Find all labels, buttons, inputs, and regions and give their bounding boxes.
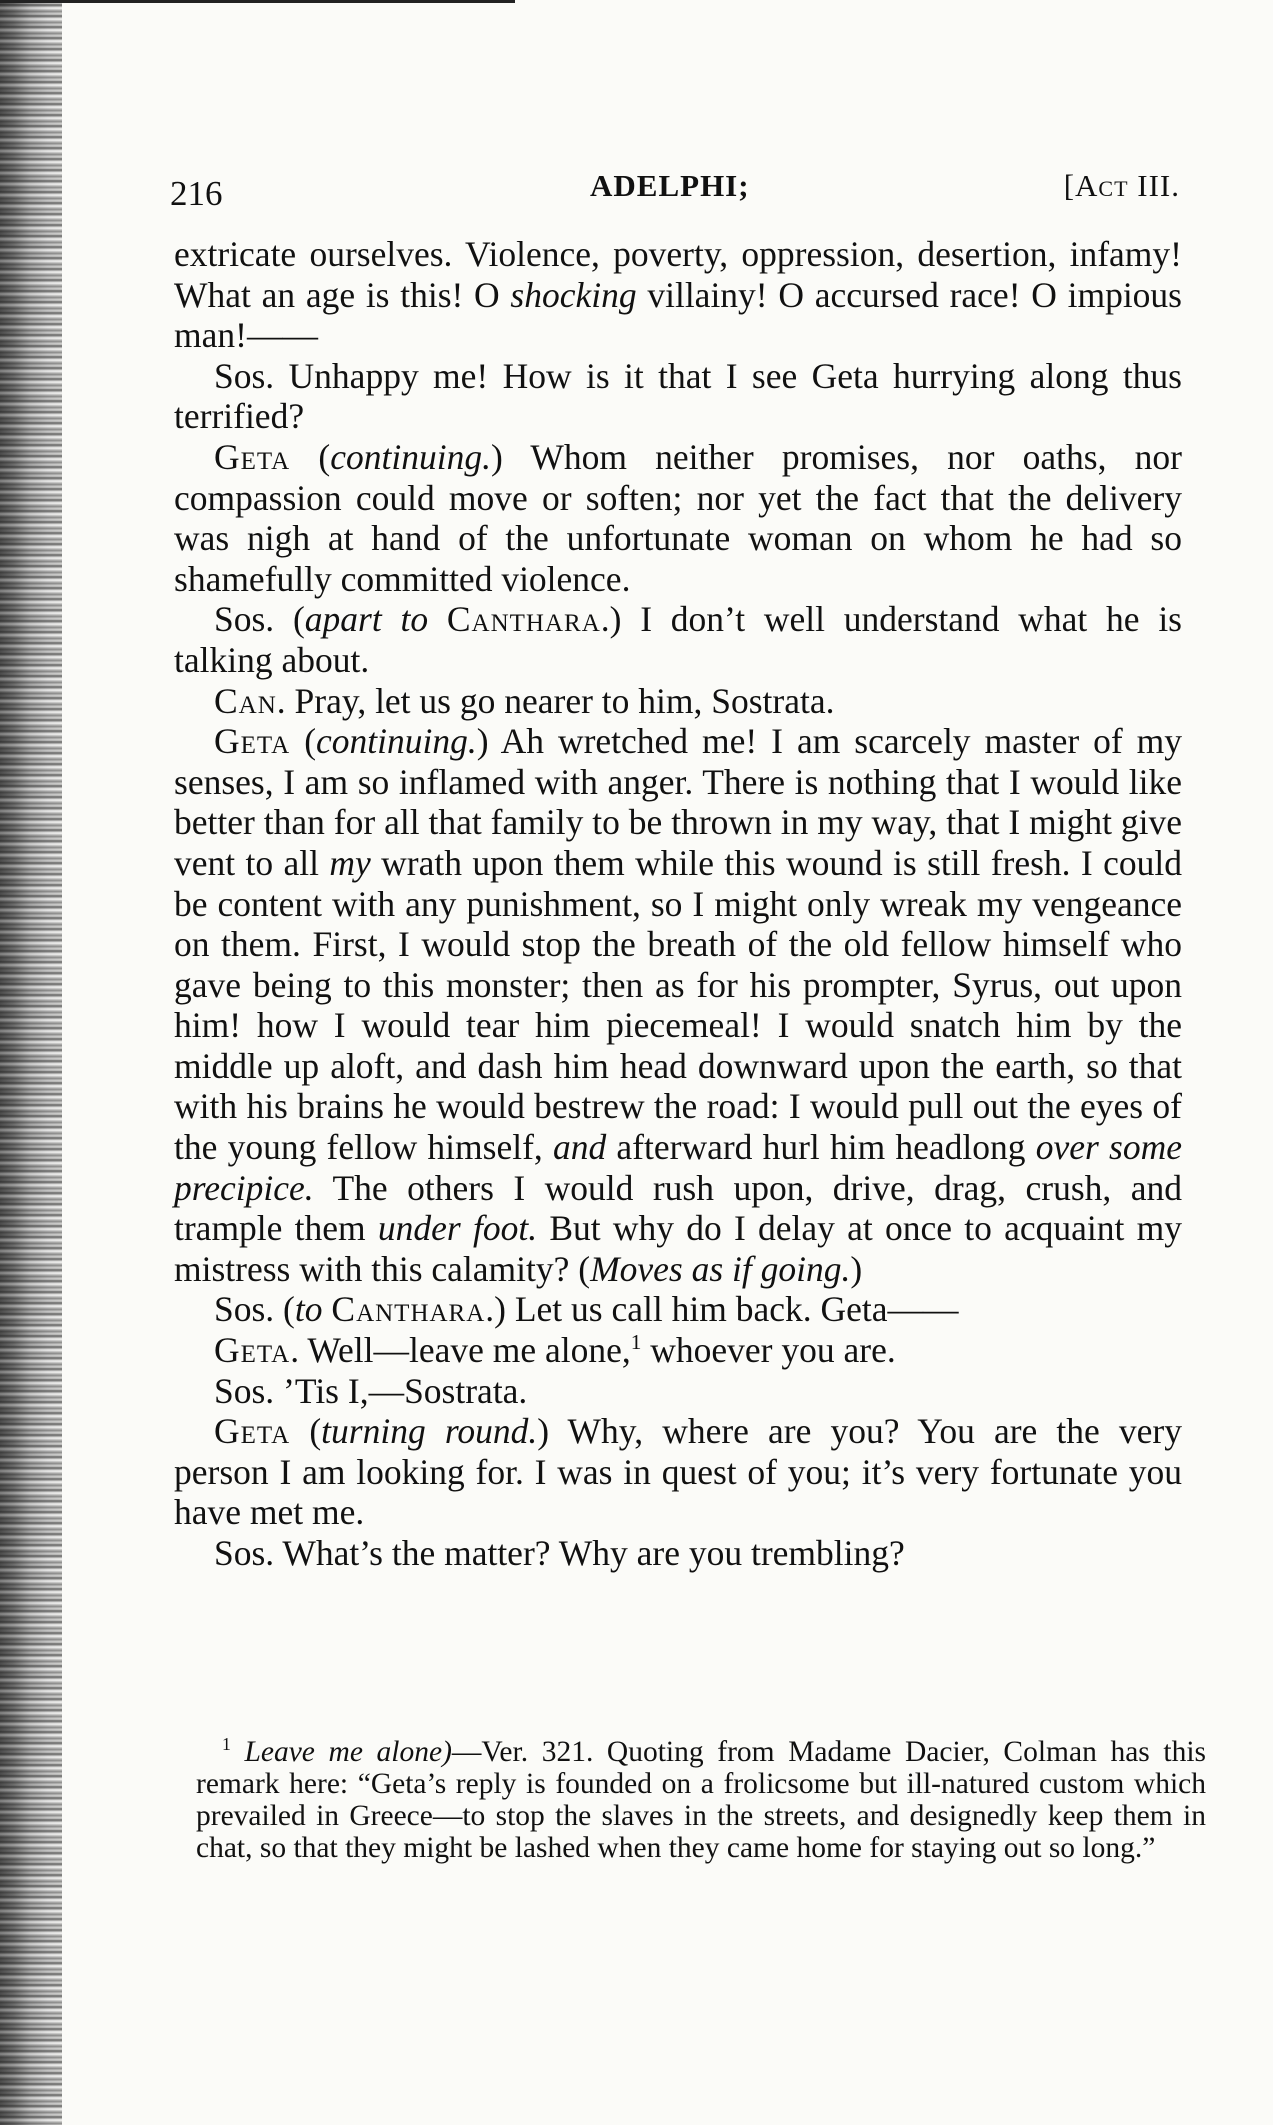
footnote-lead: Leave me alone) [244,1736,452,1768]
paragraph-7 [174,1289,1182,1330]
italic-run: and [552,1127,607,1168]
paragraph-4 [174,599,1182,680]
text-run: Sos. Unhappy me! How is it that I see Geta hurrying along thus terrified? [174,355,1182,437]
italic-run: my [329,842,371,883]
text-run: The others I would rush upon, drive, drag, crush, and trample them [174,1167,1182,1249]
text-run: afterward hurl him headlong [606,1127,1036,1168]
text-run: ( [290,721,317,762]
italic-run: shocking [510,274,637,315]
text-run: .) I don’t well understand what he is talking about. [174,599,1183,680]
stage-direction: turning round. [321,1411,538,1452]
paragraph-1 [174,234,1182,356]
text-run [428,599,447,639]
paragraph-10 [174,1411,1182,1533]
text-run: Sos. ’Tis I,—Sostrata. [214,1370,528,1411]
text-run: ) [850,1248,863,1289]
text-run: extricate ourselves. Violence, poverty, oppression, desertion, infamy! What an age is this! O [174,234,1182,315]
speaker-name: Canthara [446,599,601,640]
text-run: villainy! O accursed race! O impious man!—— [174,274,1182,356]
text-run: ( [290,1411,322,1452]
speaker-name: Can [214,680,277,721]
paragraph-8 [174,1330,1182,1371]
footnote-marker: 1 [222,1734,231,1755]
paragraph-5 [174,681,1182,722]
text-run: ) Ah wretched me! I am scarcely master of my senses, I am so inflamed with anger. There is nothing that I would like better than for all that family to be thrown in my way, that I might give vent to all [174,721,1183,883]
speaker-name: Geta [214,721,291,762]
stage-direction: continuing. [330,436,491,477]
speaker-name: Geta [214,1330,291,1371]
page-number: 216 [170,174,223,213]
paragraph-11 [174,1533,1182,1574]
stage-direction: Moves as if going. [590,1248,851,1289]
footnote-1 [196,1736,1206,1864]
text-run: . Pray, let us go nearer to him, Sostrata. [276,680,835,721]
book-binding-edge [0,0,62,2125]
italic-run: over some precipice. [174,1127,1182,1208]
running-title: ADELPHI; [590,168,750,203]
text-run: whoever you are. [641,1330,896,1371]
text-run: But why do I delay at once to acquaint my mistress with this calamity? ( [174,1208,1182,1289]
speaker-name: Geta [214,436,291,477]
paragraph-3 [174,437,1182,599]
act-label: [Act III. [1063,168,1180,203]
text-run: . Well—leave me alone, [290,1330,631,1371]
speaker-name: Geta [214,1411,291,1452]
text-run: ( [290,436,331,477]
footnotes [196,1736,1206,1864]
italic-run: under foot. [377,1208,538,1249]
text-run: Sos. ( [214,1289,295,1330]
stage-direction: continuing. [316,721,477,762]
paragraph-9 [174,1371,1182,1412]
text-run: wrath upon them while this wound is still fresh. I could be content with any punishment, so I might only wreak my vengeance on them. First, I would stop the breath of the old fellow himself who gave being to this monster; then as for his prompter, Syrus, out upon him! how I would tear him piecemeal! I would snatch him by the middle up aloft, and dash him head downward upon the earth, so that with his brains he would bestrew the road: I would pull out the eyes of the young fellow himself, [174,842,1183,1168]
page-header [170,168,1180,218]
text-run: ) Why, where are you? You are the very person I am looking for. I was in quest of you; it’s very fortunate you have met me. [174,1411,1182,1533]
paragraph-6 [174,721,1182,1289]
text-run: Sos. What’s the matter? Why are you trembling? [214,1533,905,1573]
text-run: .) Let us call him back. Geta—— [485,1289,959,1330]
speaker-name: Canthara [331,1289,486,1330]
footnote-text: —Ver. 321. Quoting from Madame Dacier, Colman has this remark here: “Geta’s reply is founded on a frolicsome but ill-natured custom which prevailed in Greece—to stop the slaves in the streets, and designedly keep them in chat, so that they might be lashed when they came home for staying out so long.” [196,1736,1207,1864]
stage-direction: to [294,1289,323,1330]
footnote-reference: 1 [630,1330,642,1355]
paragraph-2 [174,356,1182,437]
body-text [174,234,1182,1574]
text-run: ) Whom neither promises, nor oaths, nor compassion could move or soften; nor yet the fact that the delivery was nigh at hand of the unfortunate woman on whom he had so shamefully committed violence. [174,436,1182,599]
text-run: Sos. ( [214,599,305,640]
top-rule [0,0,515,3]
stage-direction: apart to [304,599,429,640]
